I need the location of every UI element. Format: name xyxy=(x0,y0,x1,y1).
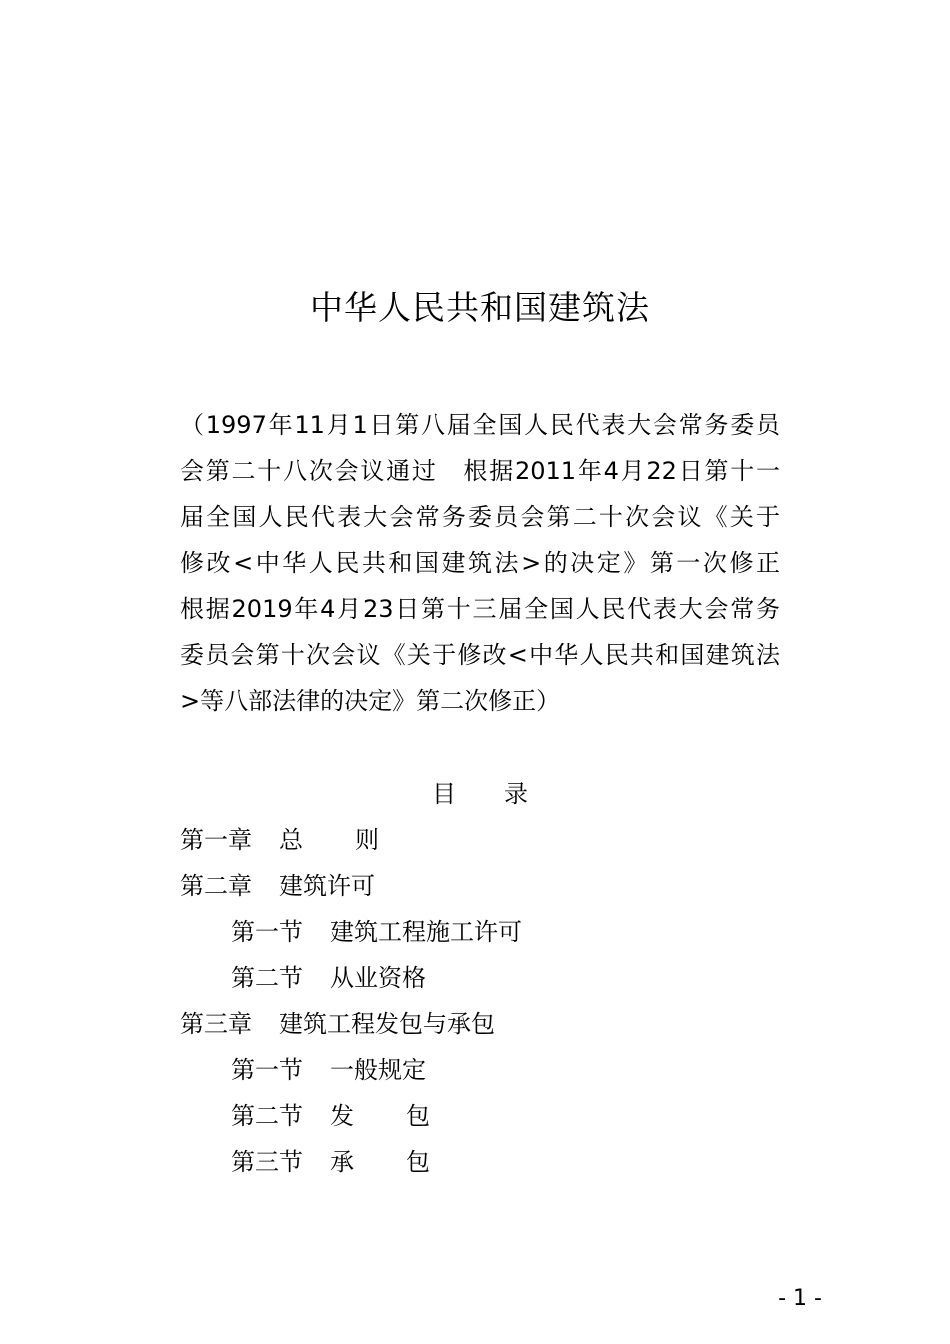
toc-heading-char: 录 xyxy=(504,780,528,808)
toc-chapter-entry xyxy=(180,863,780,909)
toc-entry-title: 一般规定 xyxy=(330,1056,426,1084)
amendment-note-line: 根据2019年4月23日第十三届全国人民代表大会常务 xyxy=(180,595,780,623)
toc-chapter-entry xyxy=(180,1001,780,1047)
page-number: - 1 - xyxy=(778,1286,822,1311)
toc-entry-number: 第三节 xyxy=(231,1148,303,1176)
toc-section-entry xyxy=(180,1139,780,1185)
toc-entry-title: 建筑工程施工许可 xyxy=(330,918,522,946)
amendment-note-line: 会第二十八次会议通过 根据2011年4月22日第十一 xyxy=(180,457,780,485)
toc-section-entry xyxy=(180,1047,780,1093)
toc-entry-number: 第一章 xyxy=(180,826,252,854)
toc-entry-number: 第二节 xyxy=(231,1102,303,1130)
toc-entry-title: 建筑工程发包与承包 xyxy=(279,1010,495,1038)
toc-entry-number: 第二章 xyxy=(180,872,252,900)
toc-section-entry xyxy=(180,1093,780,1139)
toc-entry-title: 承 包 xyxy=(330,1148,430,1176)
table-of-contents xyxy=(180,817,780,1185)
toc-chapter-entry xyxy=(180,817,780,863)
toc-entry-title: 总 则 xyxy=(279,826,379,854)
amendment-note xyxy=(180,402,780,724)
amendment-note-line: （1997年11月1日第八届全国人民代表大会常务委员 xyxy=(180,411,780,439)
amendment-note-line: >等八部法律的决定》第二次修正） xyxy=(180,687,561,715)
toc-entry-title: 发 包 xyxy=(330,1102,430,1130)
toc-section-entry xyxy=(180,955,780,1001)
toc-entry-number: 第二节 xyxy=(231,964,303,992)
toc-entry-number: 第一节 xyxy=(231,1056,303,1084)
amendment-note-line: 委员会第十次会议《关于修改<中华人民共和国建筑法 xyxy=(180,641,780,669)
amendment-note-line: 届全国人民代表大会常务委员会第二十次会议《关于 xyxy=(180,503,780,531)
toc-heading-char: 目 xyxy=(432,780,456,808)
amendment-note-line: 修改<中华人民共和国建筑法>的决定》第一次修正 xyxy=(180,549,780,577)
toc-entry-number: 第一节 xyxy=(231,918,303,946)
toc-heading xyxy=(180,771,780,817)
toc-entry-number: 第三章 xyxy=(180,1010,252,1038)
toc-entry-title: 从业资格 xyxy=(330,964,426,992)
toc-section-entry xyxy=(180,909,780,955)
toc-entry-title: 建筑许可 xyxy=(279,872,375,900)
document-title: 中华人民共和国建筑法 xyxy=(310,288,650,327)
